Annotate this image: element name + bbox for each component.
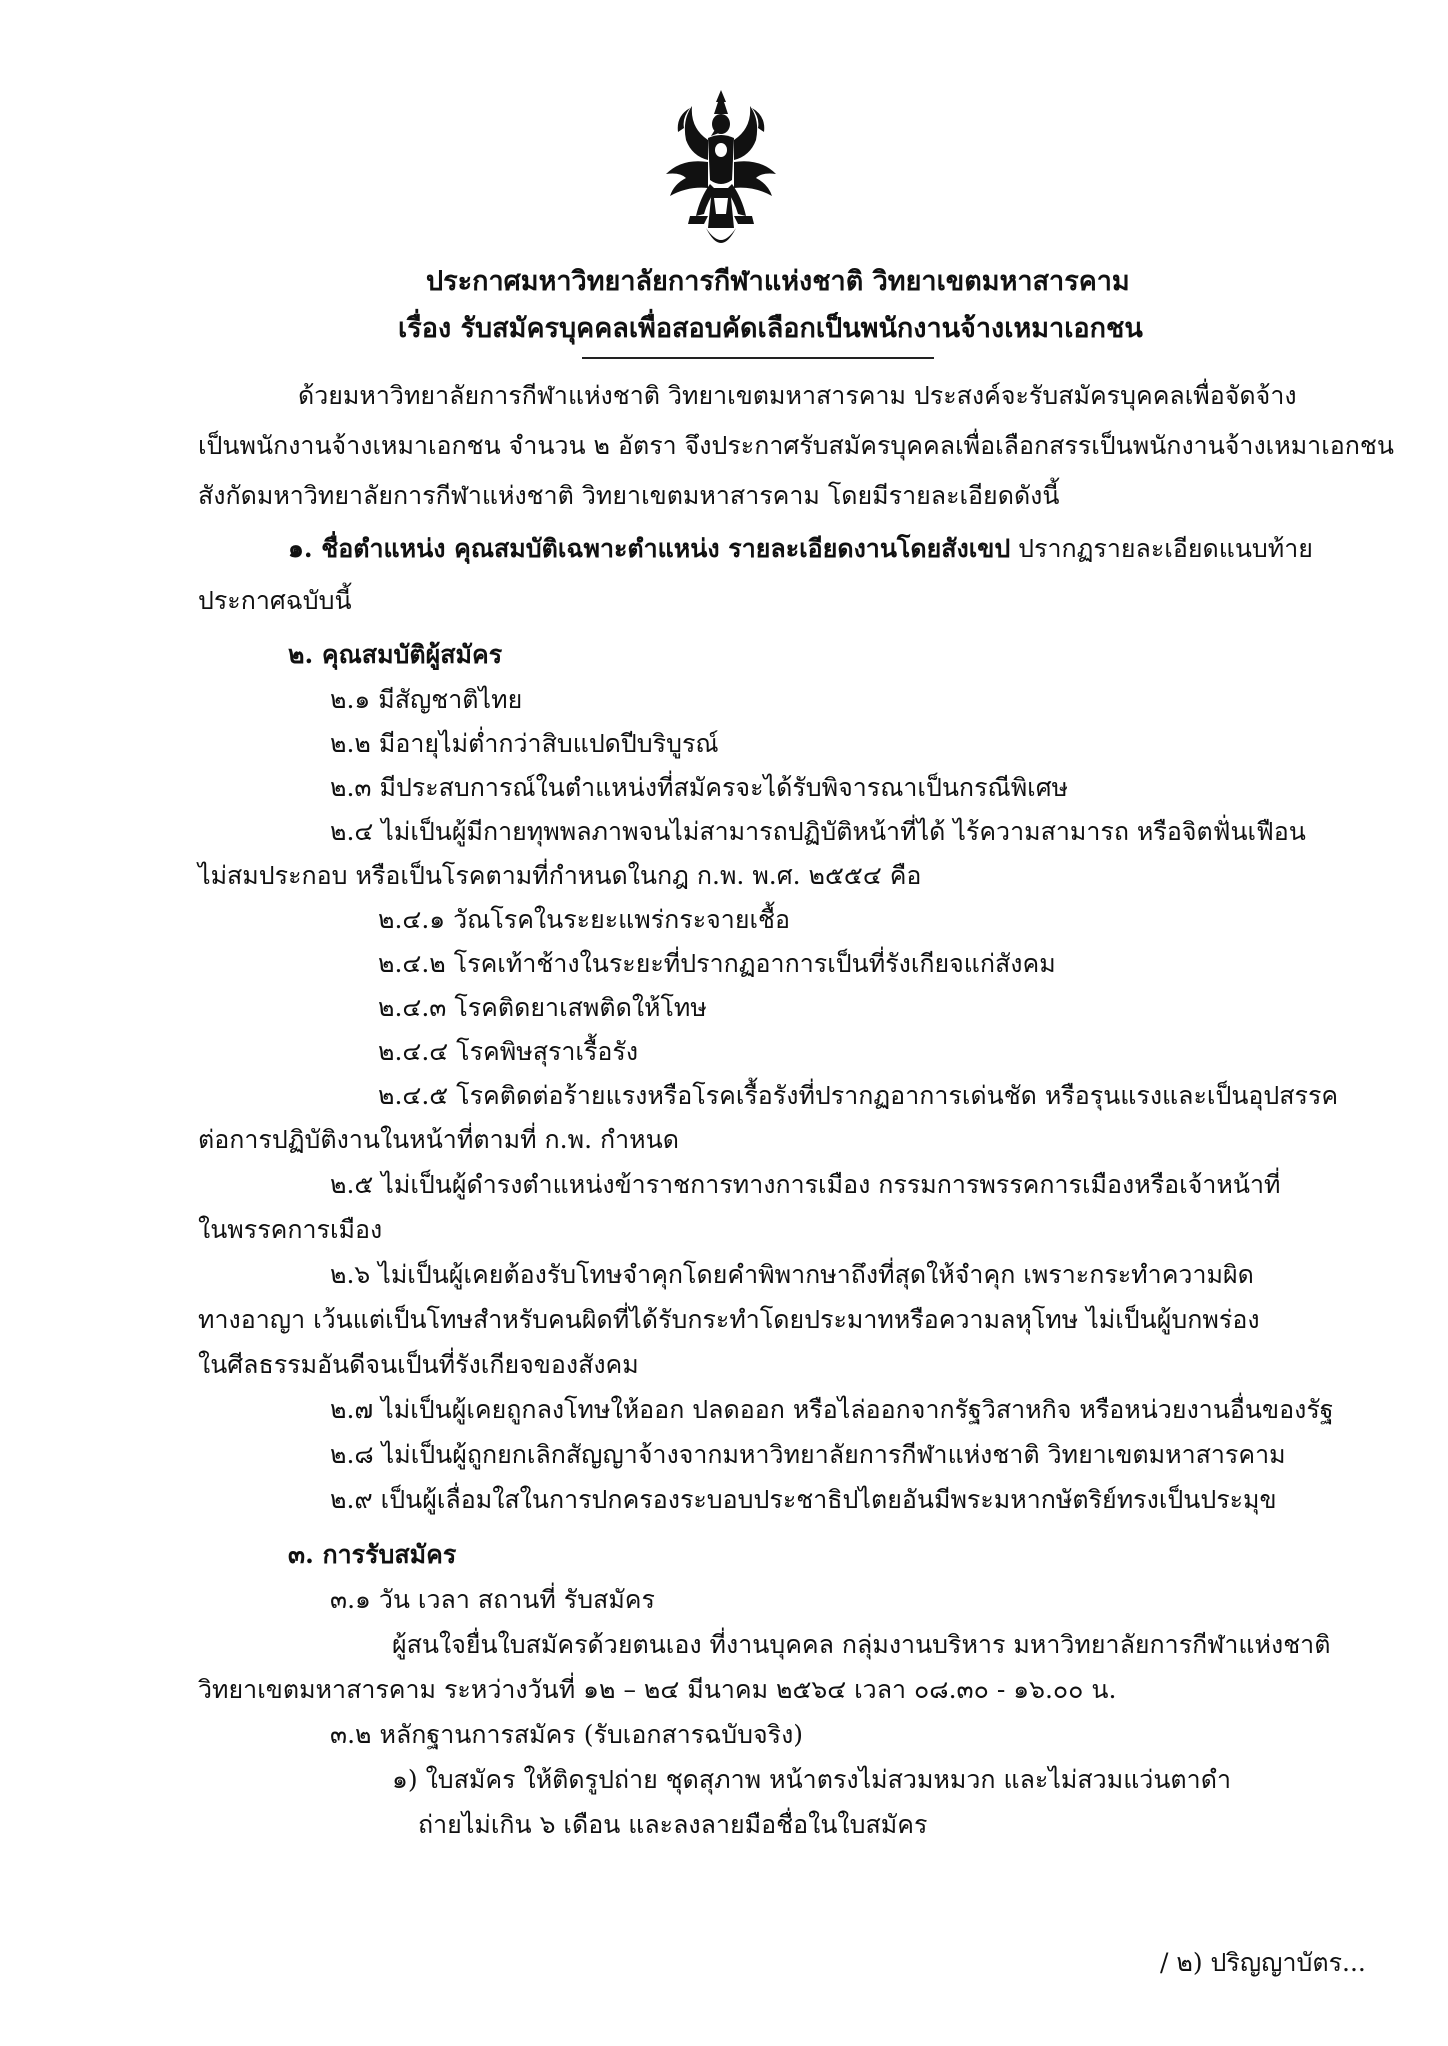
item-2-3: ๒.๓ มีประสบการณ์ในตำแหน่งที่สมัครจะได้รับพิจารณาเป็นกรณีพิเศษ xyxy=(330,773,1069,802)
garuda-emblem-icon xyxy=(662,88,780,260)
item-2-1: ๒.๑ มีสัญชาติไทย xyxy=(330,685,523,714)
item-2-6: ๒.๖ ไม่เป็นผู้เคยต้องรับโทษจำคุกโดยคำพิพากษาถึงที่สุดให้จำคุก เพราะกระทำความผิด xyxy=(330,1260,1254,1289)
intro-line-1: ด้วยมหาวิทยาลัยการกีฬาแห่งชาติ วิทยาเขตมหาสารคาม ประสงค์จะรับสมัครบุคคลเพื่อจัดจ้าง xyxy=(298,381,1297,410)
section-1-tail: ปรากฏรายละเอียดแนบท้าย xyxy=(1010,534,1313,563)
item-3-1-detail-1: ผู้สนใจยื่นใบสมัครด้วยตนเอง ที่งานบุคคล กลุ่มงานบริหาร มหาวิทยาลัยการกีฬาแห่งชาติ xyxy=(392,1630,1331,1659)
title-divider xyxy=(582,357,934,359)
item-2-5: ๒.๕ ไม่เป็นผู้ดำรงตำแหน่งข้าราชการทางการเมือง กรรมการพรรคการเมืองหรือเจ้าหน้าที่ xyxy=(330,1170,1281,1199)
item-2-9: ๒.๙ เป็นผู้เลื่อมใสในการปกครองระบอบประชาธิปไตยอันมีพระมหากษัตริย์ทรงเป็นประมุข xyxy=(330,1485,1277,1514)
item-2-2: ๒.๒ มีอายุไม่ต่ำกว่าสิบแปดปีบริบูรณ์ xyxy=(330,729,719,758)
item-2-4-5: ๒.๔.๕ โรคติดต่อร้ายแรงหรือโรคเรื้อรังที่ปรากฏอาการเด่นชัด หรือรุนแรงและเป็นอุปสรรค xyxy=(378,1081,1339,1110)
item-2-4-1: ๒.๔.๑ วัณโรคในระยะแพร่กระจายเชื้อ xyxy=(378,905,791,934)
item-2-4-4: ๒.๔.๔ โรคพิษสุราเรื้อรัง xyxy=(378,1037,639,1066)
section-2-title: ๒. คุณสมบัติผู้สมัคร xyxy=(288,640,503,669)
section-3-title: ๓. การรับสมัคร xyxy=(288,1540,457,1569)
item-2-5-cont: ในพรรคการเมือง xyxy=(198,1215,383,1244)
item-2-7: ๒.๗ ไม่เป็นผู้เคยถูกลงโทษให้ออก ปลดออก หรือไล่ออกจากรัฐวิสาหกิจ หรือหน่วยงานอื่นของรัฐ xyxy=(330,1395,1334,1424)
item-2-6-cont-2: ในศีลธรรมอันดีจนเป็นที่รังเกียจของสังคม xyxy=(198,1350,639,1379)
item-3-2-1: ๑) ใบสมัคร ให้ติดรูปถ่าย ชุดสุภาพ หน้าตรงไม่สวมหมวก และไม่สวมแว่นตาดำ xyxy=(392,1765,1231,1794)
section-1-line xyxy=(288,532,1313,566)
item-2-8: ๒.๘ ไม่เป็นผู้ถูกยกเลิกสัญญาจ้างจากมหาวิทยาลัยการกีฬาแห่งชาติ วิทยาเขตมหาสารคาม xyxy=(330,1440,1286,1469)
item-2-4: ๒.๔ ไม่เป็นผู้มีกายทุพพลภาพจนไม่สามารถปฏิบัติหน้าที่ได้ ไร้ความสามารถ หรือจิตฟั่นเฟือน xyxy=(330,817,1306,846)
page-continuation-note: / ๒) ปริญญาบัตร... xyxy=(1160,1948,1366,1977)
item-3-2: ๓.๒ หลักฐานการสมัคร (รับเอกสารฉบับจริง) xyxy=(330,1720,804,1749)
intro-line-2: เป็นพนักงานจ้างเหมาเอกชน จำนวน ๒ อัตรา จึงประกาศรับสมัครบุคคลเพื่อเลือกสรรเป็นพนักงานจ้างเหมาเอกชน xyxy=(198,431,1394,460)
intro-line-3: สังกัดมหาวิทยาลัยการกีฬาแห่งชาติ วิทยาเขตมหาสารคาม โดยมีรายละเอียดดังนี้ xyxy=(198,481,1060,510)
item-3-1-detail-2: วิทยาเขตมหาสารคาม ระหว่างวันที่ ๑๒ – ๒๔ มีนาคม ๒๕๖๔ เวลา ๐๘.๓๐ - ๑๖.๐๐ น. xyxy=(198,1675,1117,1704)
section-1-heading: ๑. ชื่อตำแหน่ง คุณสมบัติเฉพาะตำแหน่ง รายละเอียดงานโดยสังเขป xyxy=(288,534,1011,563)
section-1-continuation: ประกาศฉบับนี้ xyxy=(198,586,352,615)
item-2-4-2: ๒.๔.๒ โรคเท้าช้างในระยะที่ปรากฏอาการเป็นที่รังเกียจแก่สังคม xyxy=(378,949,1056,978)
item-3-1: ๓.๑ วัน เวลา สถานที่ รับสมัคร xyxy=(330,1585,655,1614)
item-2-4-5-cont: ต่อการปฏิบัติงานในหน้าที่ตามที่ ก.พ. กำหนด xyxy=(198,1125,679,1154)
item-2-4-3: ๒.๔.๓ โรคติดยาเสพติดให้โทษ xyxy=(378,993,707,1022)
item-2-6-cont-1: ทางอาญา เว้นแต่เป็นโทษสำหรับคนผิดที่ได้รับกระทำโดยประมาทหรือความลหุโทษ ไม่เป็นผู้บกพร่อง xyxy=(198,1305,1260,1334)
announcement-title: ประกาศมหาวิทยาลัยการกีฬาแห่งชาติ วิทยาเขตมหาสารคาม xyxy=(426,266,1130,297)
announcement-subject: เรื่อง รับสมัครบุคคลเพื่อสอบคัดเลือกเป็นพนักงานจ้างเหมาเอกชน xyxy=(398,313,1143,344)
item-3-2-1-cont: ถ่ายไม่เกิน ๖ เดือน และลงลายมือชื่อในใบสมัคร xyxy=(418,1810,928,1839)
item-2-4-cont: ไม่สมประกอบ หรือเป็นโรคตามที่กำหนดในกฎ ก.พ. พ.ศ. ๒๕๕๔ คือ xyxy=(198,861,922,890)
